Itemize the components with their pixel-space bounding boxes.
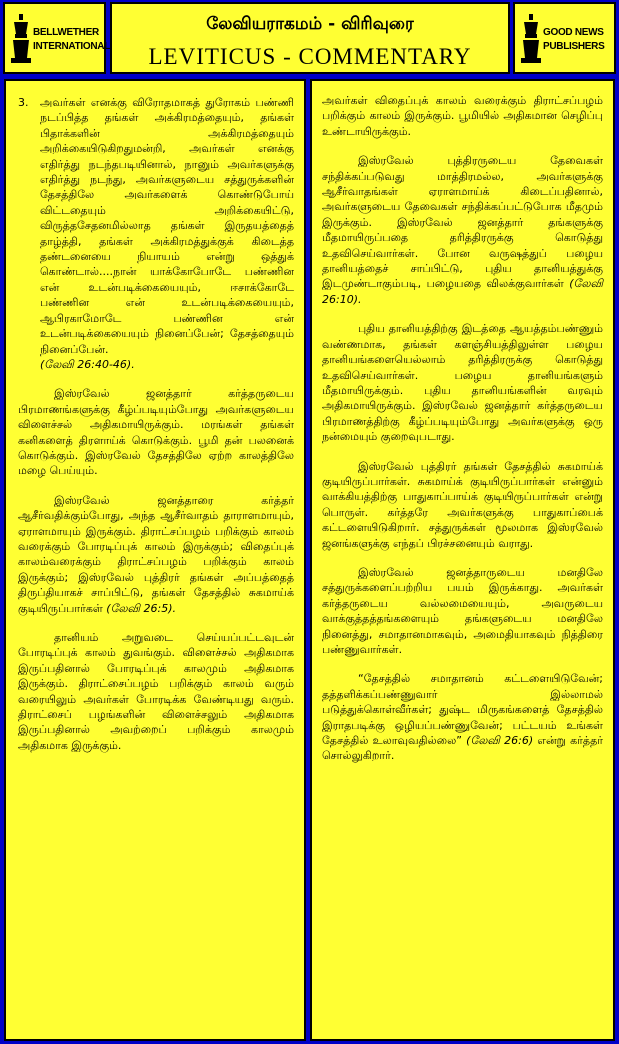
scripture-reference: (லேவி 26:5).: [106, 601, 177, 615]
paragraph: இஸ்ரவேல் ஜனத்தாருடைய மனதிலே சத்துருக்களைப்பற்றிய பயம் இருக்காது. அவர்கள் கர்த்தருடைய வல்லமையையும், அவருடைய வாக்குத்தத்தங்களையும் தங்களுடைய மனதிலே நினைத்து, சமாதானமாகவும், அமைதியாகவும் நித்திரை பண்ணுவார்கள்.: [322, 565, 603, 656]
page-header: [0, 0, 619, 79]
item-number: 3.: [18, 96, 29, 109]
logo-right-line1: GOOD NEWS: [543, 27, 604, 38]
paragraph: இஸ்ரவேல் புத்திரருடைய தேவைகள் சந்திக்கப்படுவது மாத்திரமல்ல, அவர்களுக்கு ஆசீர்வாதங்கள் ஏராளமாய்க் கிடைப்பதினால், அவர்களுடைய தேவைகள் சந்திக்கப்பட்டுபோக மீதமும் இருக்கும். இஸ்ரவேல் ஜனத்தார் தங்களுக்கு மீதமாயிருப்பதை தரித்திரருக்கு கொடுத்து உதவிசெய்வார்கள். போன வருஷத்துப் பழைய தானியத்தைச் சாப்பிட்டு, புதிய தானியத்துக்கு இடமுண்டாகும்படி, பழையதை விலக்குவார்கள் (லேவி 26:10).: [322, 154, 603, 306]
item-text: அவர்கள் எனக்கு விரோதமாகத் துரோகம் பண்ணி நடப்பித்த தங்கள் அக்கிரமத்தையும், தங்கள் பிதாக்களின் அக்கிரமத்தையும் அறிக்கையிடுகிறதுமன்றி, அவர்கள் எனக்கு எதிர்த்து நடந்தபடியினால், நானும் அவர்களுக்கு எதிர்த்து நடந்து, அவர்களுடைய சத்துருக்களின் தேசத்திலே அவர்களைக் கொண்டுபோய் விட்டதையும் அறிக்கையிட்டு, விருத்தசேதனமில்லாத தங்கள் இருதயத்தைத் தாழ்த்தி, தங்கள் அக்கிரமத்துக்குக் கிடைத்த தண்டனையை நியாயம் என்று ஒத்துக் கொண்டால்....நான் யாக்கோபோடே பண்ணின என் உடன்படிக்கையையும், ஈசாக்கோடே பண்ணின என் உடன்படிக்கையையும், ஆபிரகாமோடே பண்ணின என் உடன்படிக்கையையும் நினைப்பேன்; தேசத்தையும் நினைப்பேன்.: [40, 96, 294, 356]
paragraph: இஸ்ரவேல் புத்திரர் தங்கள் தேசத்தில் சுகமாய்க் குடியிருப்பார்கள். சுகமாய்க் குடியிருப்பார்கள் என்னும் வாக்கியத்திற்கு பாதுகாப்பாய்க் குடியிருப்பார்கள் என்று பொருள். கர்த்தரே அவர்களுக்கு பாதுகாப்பைக் கட்டளையிடுகிறார். சத்துருக்கள் மூலமாக இஸ்ரவேல் ஜனங்களுக்கு எந்தப் பிரச்சனையும் வராது.: [322, 459, 603, 550]
title-english: LEVITICUS - COMMENTARY: [148, 44, 472, 69]
bellwether-logo: [3, 2, 111, 74]
logo-right-line2: PUBLISHERS: [543, 41, 605, 52]
paragraph: இஸ்ரவேல் ஜனத்தார் கர்த்தருடைய பிரமாணங்களுக்கு கீழ்ப்படியும்போது அவர்களுடைய விளைச்சல் அதிகமாயிருக்கும். மரங்கள் தங்கள் கனிகளைத் திரளாய்க் கொடுக்கும். பூமி தன் பலனைக் கொடுக்கும். இஸ்ரவேல் தேசத்திலே ஏற்ற காலத்திலே மழை பெய்யும்.: [18, 387, 294, 478]
left-column: [4, 79, 306, 1041]
paragraph: புதிய தானியத்திற்கு இடத்தை ஆயத்தம்பண்ணும் வண்ணமாக, தங்கள் களஞ்சியத்திலுள்ள பழைய தானியங்களையெல்லாம் தரித்திரருக்கு கொடுத்து உதவிசெய்வார்கள். பழைய தானியங்களும் மீதமாயிருக்கும். புதிய தானியங்களின் வரவும் அதிகமாயிருக்கும். இஸ்ரவேல் ஜனத்தார் கர்த்தருடைய பிரமாணத்திற்கு கீழ்ப்படியும்போது அவர்களுக்கு ஒரு நன்மையும் குறைவுபடாது.: [322, 322, 603, 444]
scripture-reference: (லேவி 26:40-46).: [40, 357, 135, 371]
quotation-paragraph: “தேசத்தில் சமாதானம் கட்டளையிடுவேன்; தத்தளிக்கப்பண்ணுவார் இல்லாமல் படுத்துக்கொள்வீர்கள்; துஷ்ட மிருகங்களைத் தேசத்தில் இராதபடிக்கு ஒழியப்பண்ணுவேன்; பட்டயம் உங்கள் தேசத்தில் உலாவுவதில்லை” (லேவி 26:6) என்று கர்த்தர் சொல்லுகிறார்.: [322, 672, 603, 763]
paragraph: இஸ்ரவேல் ஜனத்தாரை கர்த்தர் ஆசீர்வதிக்கும்போது, அந்த ஆசீர்வாதம் தாராளமாயும், ஏராளமாயும் இருக்கும். திராட்சப்பழம் பறிக்கும் காலம் வரைக்கும் போரடிப்புக் காலம் இருக்கும்; விதைப்புக் காலம்வரைக்கும் திராட்சப்பழம் பறிக்கும் காலம் இருக்கும்; இஸ்ரவேல் புத்திரர் தங்கள் அப்பத்தைத் திருப்தியாகச் சாப்பிட்டு, தங்கள் தேசத்தில் சுகமாய்க் குடியிருப்பார்கள் (லேவி 26:5).: [18, 493, 294, 615]
logo-left-line1: BELLWETHER: [33, 27, 99, 38]
bell-tower-icon: [521, 14, 541, 64]
list-item: [18, 95, 294, 372]
scripture-reference: (லேவி 26:6): [466, 734, 534, 748]
paragraph: தானியம் அறுவடை செய்யப்பட்டவுடன் போரடிப்புக் காலம் துவங்கும். விளைச்சல் அதிகமாக இருப்பதினால் போரடிப்புக் காலமும் அதிகமாக இருக்கும். திராட்சைப்பழம் பறிக்கும் காலம் வரும் வரையிலும் அவர்கள் போரடிக்க வேண்டியது வரும். திராட்சைப் பழங்களின் விளைச்சலும் அதிகமாக இருப்பதினால் அவற்றைப் பறிக்கும் காலமும் அதிகமாக இருக்கும்.: [18, 631, 294, 752]
right-column: [310, 79, 615, 1041]
paragraph: அவர்கள் விதைப்புக் காலம் வரைக்கும் திராட்சப்பழம் பறிக்கும் காலம் இருக்கும். பூமியில் அதிகமான செழிப்பு உண்டாயிருக்கும்.: [322, 94, 603, 138]
scripture-reference: (லேவி 26:10).: [322, 277, 603, 306]
bell-tower-icon: [11, 14, 31, 64]
title-tamil: லேவியராகமம் - விரிவுரை: [206, 14, 414, 34]
good-news-logo: [513, 2, 616, 74]
title-box: [110, 2, 510, 74]
logo-left-line2: INTERNATIONAL: [33, 41, 111, 52]
